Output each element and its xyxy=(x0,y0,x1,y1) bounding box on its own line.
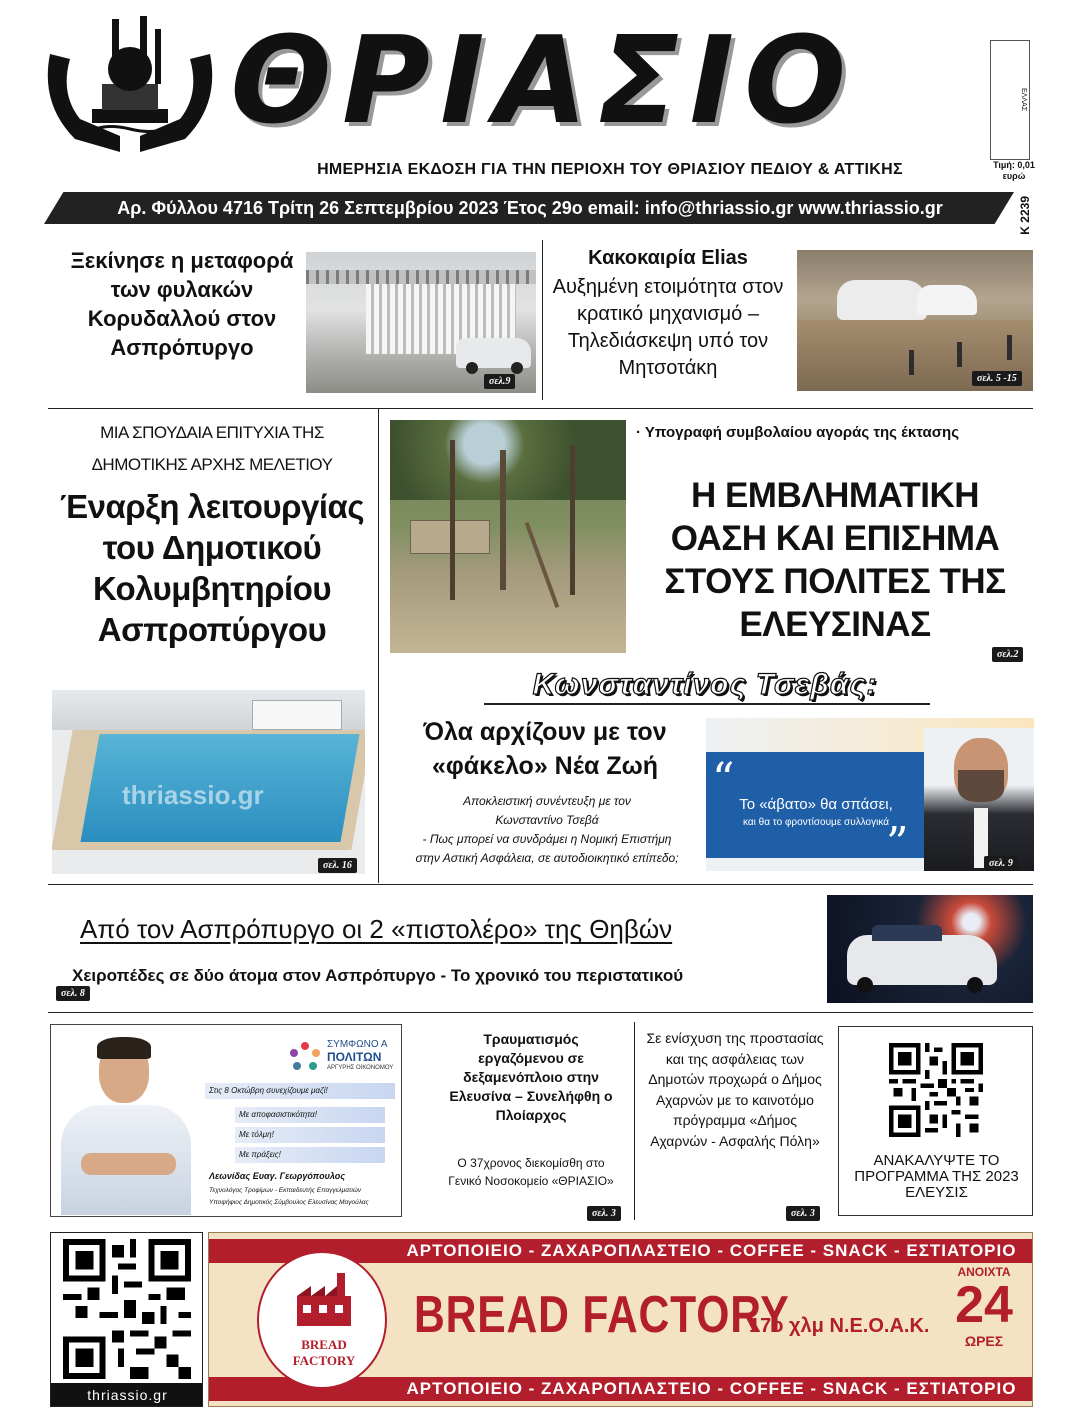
oasis-kicker: · Υπογραφή συμβολαίου αγοράς της έκτασης xyxy=(636,424,959,441)
row1-divider xyxy=(542,240,543,400)
civic-logo-line1: ΣΥΜΦΩΝΟ Α xyxy=(327,1039,388,1050)
bread-location: 17ο χλμ Ν.Ε.Ο.Α.Κ. xyxy=(749,1315,930,1337)
tsevas-quote-card xyxy=(706,718,1034,871)
slogan-4: Με πράξεις! xyxy=(235,1147,385,1163)
acharnes-body: Σε ενίσχυση της προστασίας και της ασφάλειας των Δημοτών προχωρά ο Δήμος Αχαρνών με το καινοτόμο πρόγραμμα «Δήμος Αχαρνών - Ασφαλής Πόλη» xyxy=(646,1030,824,1149)
bread-logo-line1: BREAD xyxy=(301,1337,347,1352)
candidate-role-1: Τεχνολόγος Τροφίμων - Εκπαιδευτής Επαγγελματιών xyxy=(209,1187,362,1194)
thriassio-qr-box[interactable] xyxy=(50,1232,203,1407)
slogan-1: Στις 8 Οκτώβρη συνεχίζουμε μαζί! xyxy=(205,1083,395,1099)
civic-logo-line2: ΠΟΛΙΤΩΝ xyxy=(327,1050,382,1064)
pool-photo xyxy=(52,690,365,874)
elias-body: Αυξημένη ετοιμότητα στον κρατικό μηχανισμό – Τηλεδιάσκεψη υπό τον Μητσοτάκη xyxy=(552,276,784,379)
prisons-headline[interactable]: Ξεκίνησε η μεταφορά των φυλακών Κορυδαλλού στον Ασπρόπυργο xyxy=(70,248,294,360)
row3-bottom-line xyxy=(48,1012,1033,1013)
prisons-page-tag: σελ.9 xyxy=(484,374,515,389)
tsevas-page-tag: σελ. 9 xyxy=(984,856,1018,871)
tsevas-portrait xyxy=(924,728,1034,871)
issue-info-text: Αρ. Φύλλου 4716 Τρίτη 26 Σεπτεμβρίου 2023 Έτος 29ο email: info@thriassio.gr www.thriassio.gr xyxy=(117,198,943,218)
row4-divider xyxy=(634,1022,635,1220)
pool-headline[interactable]: Έναρξη λειτουργίας του Δημοτικού Κολυμβητηρίου Ασπροπύργου xyxy=(60,488,364,648)
slogan-2: Με αποφασιστικότητα! xyxy=(235,1107,385,1123)
police-car-photo xyxy=(827,895,1033,1003)
elias-page-tag: σελ. 5 -15 xyxy=(972,371,1022,386)
candidate-name: Λεωνίδας Ευαγ. Γεωργόπουλος xyxy=(209,1171,346,1181)
bread-open-label: ΑΝΟΙΧΤΑ xyxy=(957,1265,1011,1279)
thriassio-qr-label: thriassio.gr xyxy=(51,1383,203,1407)
tsevas-quote-1: Το «άβατο» θα σπάσει, xyxy=(739,796,893,813)
flood-photo xyxy=(797,250,1033,391)
candidate-portrait xyxy=(51,1033,201,1213)
pool-watermark: thriassio.gr xyxy=(122,780,264,810)
bread-factory-ad[interactable] xyxy=(208,1232,1033,1407)
tsevas-intro-3: - Πως μπορεί να συνδράμει η Νομική Επιστήμη xyxy=(422,832,672,846)
tsevas-intro-2: Κωνσταντίνο Τσεβά xyxy=(495,813,599,827)
civic-logo-icon xyxy=(287,1039,323,1075)
injury-page-tag: σελ. 3 xyxy=(587,1206,621,1221)
slogan-3: Με τόλμη! xyxy=(235,1127,385,1143)
pool-kicker-1: ΜΙΑ ΣΠΟΥΔΑΙΑ ΕΠΙΤΥΧΙΑ ΤΗΣ xyxy=(100,423,324,442)
masthead-title: ΘΡΙΑΣΙΟ xyxy=(230,12,857,151)
row1-bottom-line xyxy=(48,408,1033,409)
candidate-ad[interactable] xyxy=(50,1024,402,1217)
tsevas-underline xyxy=(484,703,930,705)
oasis-page-tag: σελ.2 xyxy=(992,647,1023,662)
tsevas-intro-4: στην Αστική Ασφάλεια, σε αυτοδιοικητικό επίπεδο; xyxy=(415,851,679,865)
oasis-headline[interactable]: Η ΕΜΒΛΗΜΑΤΙΚΗ ΟΑΣΗ ΚΑΙ ΕΠΙΣΗΜΑ ΣΤΟΥΣ ΠΟΛΙΤΕΣ ΤΗΣ ΕΛΕΥΣΙΝΑΣ xyxy=(664,476,1006,644)
bread-logo xyxy=(257,1251,387,1389)
tsevas-quote-2: και θα το φροντίσουμε συλλογικά xyxy=(743,817,889,828)
row2-divider xyxy=(378,408,379,883)
hands-factory-logo xyxy=(40,14,220,154)
elias-headline[interactable]: Κακοκαιρία Elias xyxy=(588,247,748,269)
thriassio-qr-code-icon xyxy=(63,1239,191,1379)
tsevas-headline[interactable]: Όλα αρχίζουν με τον «φάκελο» Νέα Ζωή xyxy=(423,718,667,780)
injury-headline[interactable]: Τραυματισμός εργαζόμενου σε δεξαμενόπλοιο στην Ελευσίνα – Συνελήφθη ο Πλοίαρχος xyxy=(449,1031,613,1123)
bread-hours: 24 xyxy=(955,1276,1013,1334)
thebes-page-tag: σελ. 8 xyxy=(56,986,90,1001)
masthead-stamp xyxy=(990,40,1030,160)
factory-icon xyxy=(289,1271,359,1331)
stamp-text: ΕΛΛΑΣ xyxy=(1020,88,1027,112)
quote-open-icon: “ xyxy=(712,754,735,805)
price-label: Τιμή: 0,01 ευρώ xyxy=(993,160,1035,181)
tsevas-name[interactable]: Κωνσταντίνος Τσεβάς: xyxy=(532,668,878,701)
masthead-subtitle: ΗΜΕΡΗΣΙΑ ΕΚΔΟΣΗ ΓΙΑ ΤΗΝ ΠΕΡΙΟΧΗ ΤΟΥ ΘΡΙΑΣΙΟΥ ΠΕΔΙΟΥ & ΑΤΤΙΚΗΣ xyxy=(317,161,903,178)
bread-bottom-strip: ΑΡΤΟΠΟΙΕΙΟ - ΖΑΧΑΡΟΠΛΑΣΤΕΙΟ - COFFEE - SNACK - ΕΣΤΙΑΤΟΡΙΟ xyxy=(209,1377,1033,1401)
prisons-photo xyxy=(306,252,536,393)
row2-bottom-line xyxy=(48,884,1033,885)
bread-logo-line2: FACTORY xyxy=(292,1353,356,1368)
pool-page-tag: σελ. 16 xyxy=(318,858,357,873)
tsevas-intro-1: Αποκλειστική συνέντευξη με τον xyxy=(463,794,631,808)
civic-logo-line3: ΑΡΓΥΡΗΣ ΟΙΚΟΝΟΜΟΥ xyxy=(327,1065,394,1071)
acharnes-page-tag: σελ. 3 xyxy=(786,1206,820,1221)
pool-kicker-2: ΔΗΜΟΤΙΚΗΣ ΑΡΧΗΣ ΜΕΛΕΤΙΟΥ xyxy=(91,455,333,474)
bread-top-strip: ΑΡΤΟΠΟΙΕΙΟ - ΖΑΧΑΡΟΠΛΑΣΤΕΙΟ - COFFEE - SNACK - ΕΣΤΙΑΤΟΡΙΟ xyxy=(209,1239,1033,1263)
bread-name: BREAD FACTORY xyxy=(414,1286,790,1344)
thebes-headline[interactable]: Από τον Ασπρόπυργο οι 2 «πιστολέρο» της Θηβών xyxy=(80,914,673,944)
side-code: Κ 2239 xyxy=(1018,196,1032,235)
quote-close-icon: ” xyxy=(886,818,909,869)
eleusis-ad[interactable] xyxy=(838,1026,1033,1216)
oasis-photo xyxy=(390,420,626,653)
candidate-role-2: Υποψήφιος Δημοτικός Σύμβουλος Ελευσίνας Μαγούλας xyxy=(209,1199,369,1206)
eleusis-ad-text: ΑΝΑΚΑΛΥΨΤΕ ΤΟ ΠΡΟΓΡΑΜΜΑ ΤΗΣ 2023 ΕΛΕΥΣΙΣ xyxy=(854,1152,1019,1201)
bread-hours-label: ΩΡΕΣ xyxy=(964,1333,1004,1349)
eleusis-qr-code-icon xyxy=(889,1043,983,1137)
injury-body: Ο 37χρονος διεκομίσθη στο Γενικό Νοσοκομείο «ΘΡΙΑΣΙΟ» xyxy=(448,1156,614,1188)
thebes-subhead: Χειροπέδες σε δύο άτομα στον Ασπρόπυργο - Το χρονικό του περιστατικού xyxy=(72,966,684,985)
